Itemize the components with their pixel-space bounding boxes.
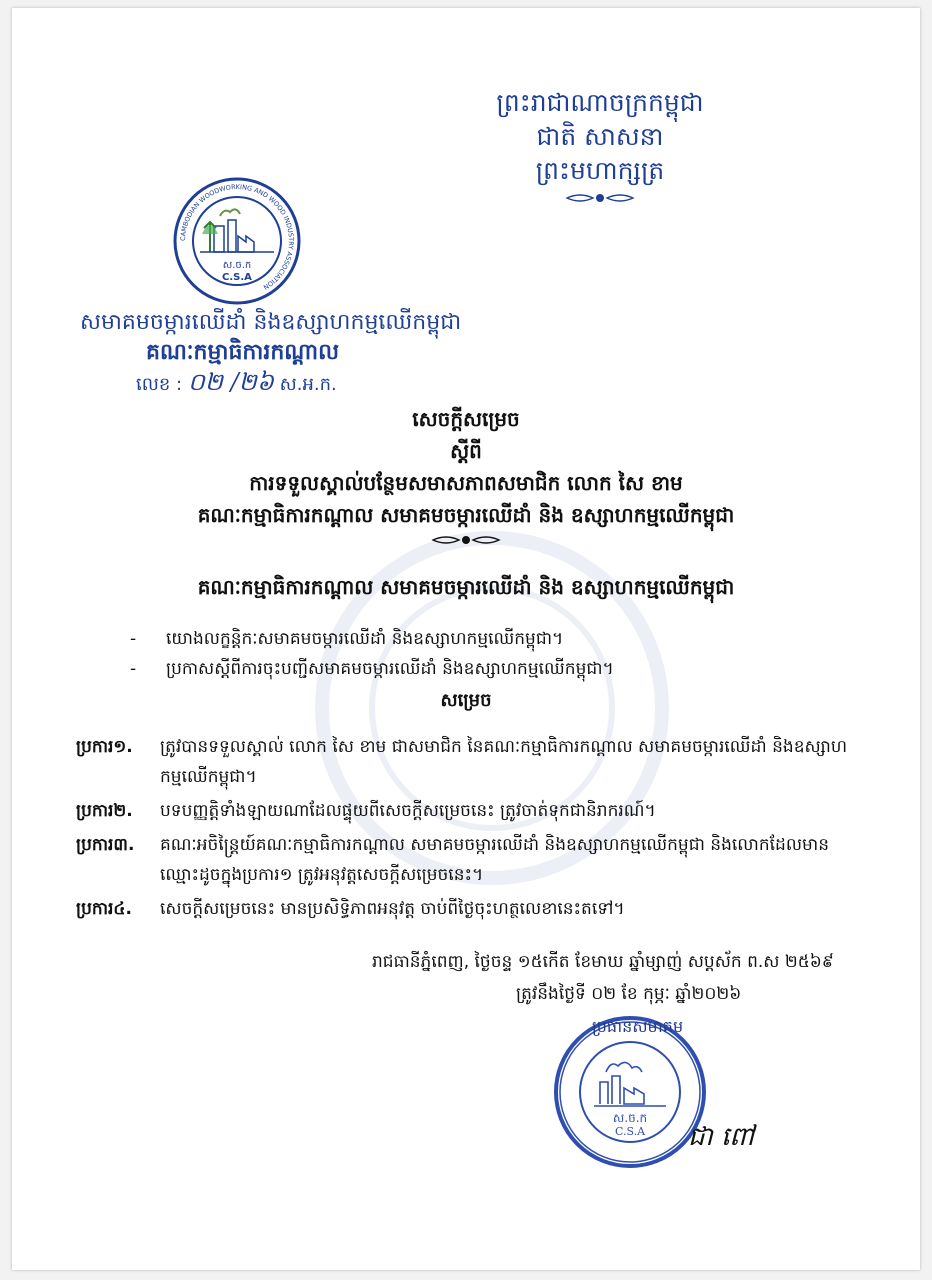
logo-ring-text: CAMBODIAN WOODWORKING AND WOOD INDUSTRY ASSOCIATION [178,182,296,292]
stamp-khmer-abbr: ស.ច.ក [612,1111,648,1125]
logo-abbr: C.S.A [222,272,252,283]
title-ornament [12,532,920,552]
article-item [76,732,866,792]
issuing-authority: គណៈកម្មាធិការកណ្តាល សមាគមចម្ការឈើដាំ និង ឧស្សាហកម្មឈើកម្ពុជា [197,575,735,599]
ornament-icon [431,532,501,548]
lunar-date: រាជធានីភ្នំពេញ, ថ្ងៃចន្ទ ១៥កើត ខែមាឃ ឆ្នាំម្សាញ់ សប្តស័ក ព.ស ២៥៦៩ [372,952,834,972]
association-logo [172,176,302,310]
document-page [12,8,920,1270]
article-label: ប្រការ១. [76,737,133,757]
reference-text: ប្រកាសស្តីពីការចុះបញ្ជីសមាគមចម្ការឈើដាំ និងឧស្សាហកម្មឈើកម្ពុជា។ [166,659,614,679]
article-text: សេចក្តីសម្រេចនេះ មានប្រសិទ្ធិភាពអនុវត្ត ចាប់ពីថ្ងៃចុះហត្ថលេខានេះតទៅ។ [160,899,625,919]
article-label: ប្រការ៤. [76,899,132,919]
article-text: ត្រូវបានទទួលស្គាល់ លោក សៃ ខាម ជាសមាជិក នៃគណៈកម្មាធិការកណ្តាល សមាគមចម្ការឈើដាំ និងឧស្សាហកម្មឈើកម្ពុជា។ [160,737,848,787]
solar-date: ត្រូវនឹងថ្ងៃទី ០២ ខែ កុម្ភៈ ឆ្នាំ២០២៦ [516,984,742,1004]
references-list [130,624,614,684]
kingdom-header [470,86,730,206]
stamp-abbr: C.S.A [614,1125,646,1138]
logo-khmer-abbr: ស.ច.ក [222,260,252,271]
document-number-value: ០២ /២៦ [187,368,274,396]
date-block [372,946,834,1010]
title-subject: ការទទួលស្គាល់បន្ថែមសមាសភាពសមាជិក លោក សៃ ខាម [249,471,683,495]
document-number-suffix: ស.អ.ក. [279,374,337,395]
title-decision: សេចក្តីសម្រេច [412,407,520,431]
ornament-icon [565,190,635,206]
signer-name: ជា ពៅ [688,1122,755,1152]
kingdom-motto: ជាតិ សាសនា ព្រះមហាក្សត្រ [535,122,665,185]
article-item [76,894,866,924]
reference-text: យោងលក្ខន្តិកៈសមាគមចម្ការឈើដាំ និងឧស្សាហកម្មឈើកម្ពុជា។ [166,629,564,649]
decide-heading: សម្រេច [440,690,492,711]
list-item: - យោងលក្ខន្តិកៈសមាគមចម្ការឈើដាំ និងឧស្សាហកម្មឈើកម្ពុជា។ [130,624,614,654]
signer-title: ប្រធានសមាគម [592,1017,684,1036]
organization-board: គណៈកម្មាធិការកណ្តាល [146,340,340,365]
article-item [76,796,866,826]
kingdom-title: ព្រះរាជាណាចក្រកម្ពុជា [496,88,704,117]
organization-name: សមាគមចម្ការឈើដាំ និងឧស្សាហកម្មឈើកម្ពុជា [80,310,462,335]
article-label: ប្រការ៣. [76,835,135,855]
articles-list [76,732,866,928]
list-item: - ប្រកាសស្តីពីការចុះបញ្ជីសមាគមចម្ការឈើដាំ និងឧស្សាហកម្មឈើកម្ពុជា។ [130,654,614,684]
document-number-label: លេខ : [136,374,183,395]
article-text: បទបញ្ញត្តិទាំងឡាយណាដែលផ្ទុយពីសេចក្តីសម្រេចនេះ ត្រូវចាត់ទុកជានិរាករណ៍។ [160,801,656,821]
article-label: ប្រការ២. [76,801,133,821]
article-item [76,830,866,890]
organization-block [80,308,461,399]
title-body: គណៈកម្មាធិការកណ្តាល សមាគមចម្ការឈើដាំ និង ឧស្សាហកម្មឈើកម្ពុជា [197,503,735,527]
article-text: គណៈអចិន្ត្រៃយ៍គណៈកម្មាធិការកណ្តាល សមាគមចម្ការឈើដាំ និងឧស្សាហកម្មឈើកម្ពុជា និងលោកដែលមានឈ្មោះដូចក្នុងប្រការ១ ត្រូវអនុវត្តសេចក្តីសម្រេចនេះ។ [160,835,829,885]
title-regarding: ស្តីពី [450,439,482,463]
document-number [136,368,461,399]
